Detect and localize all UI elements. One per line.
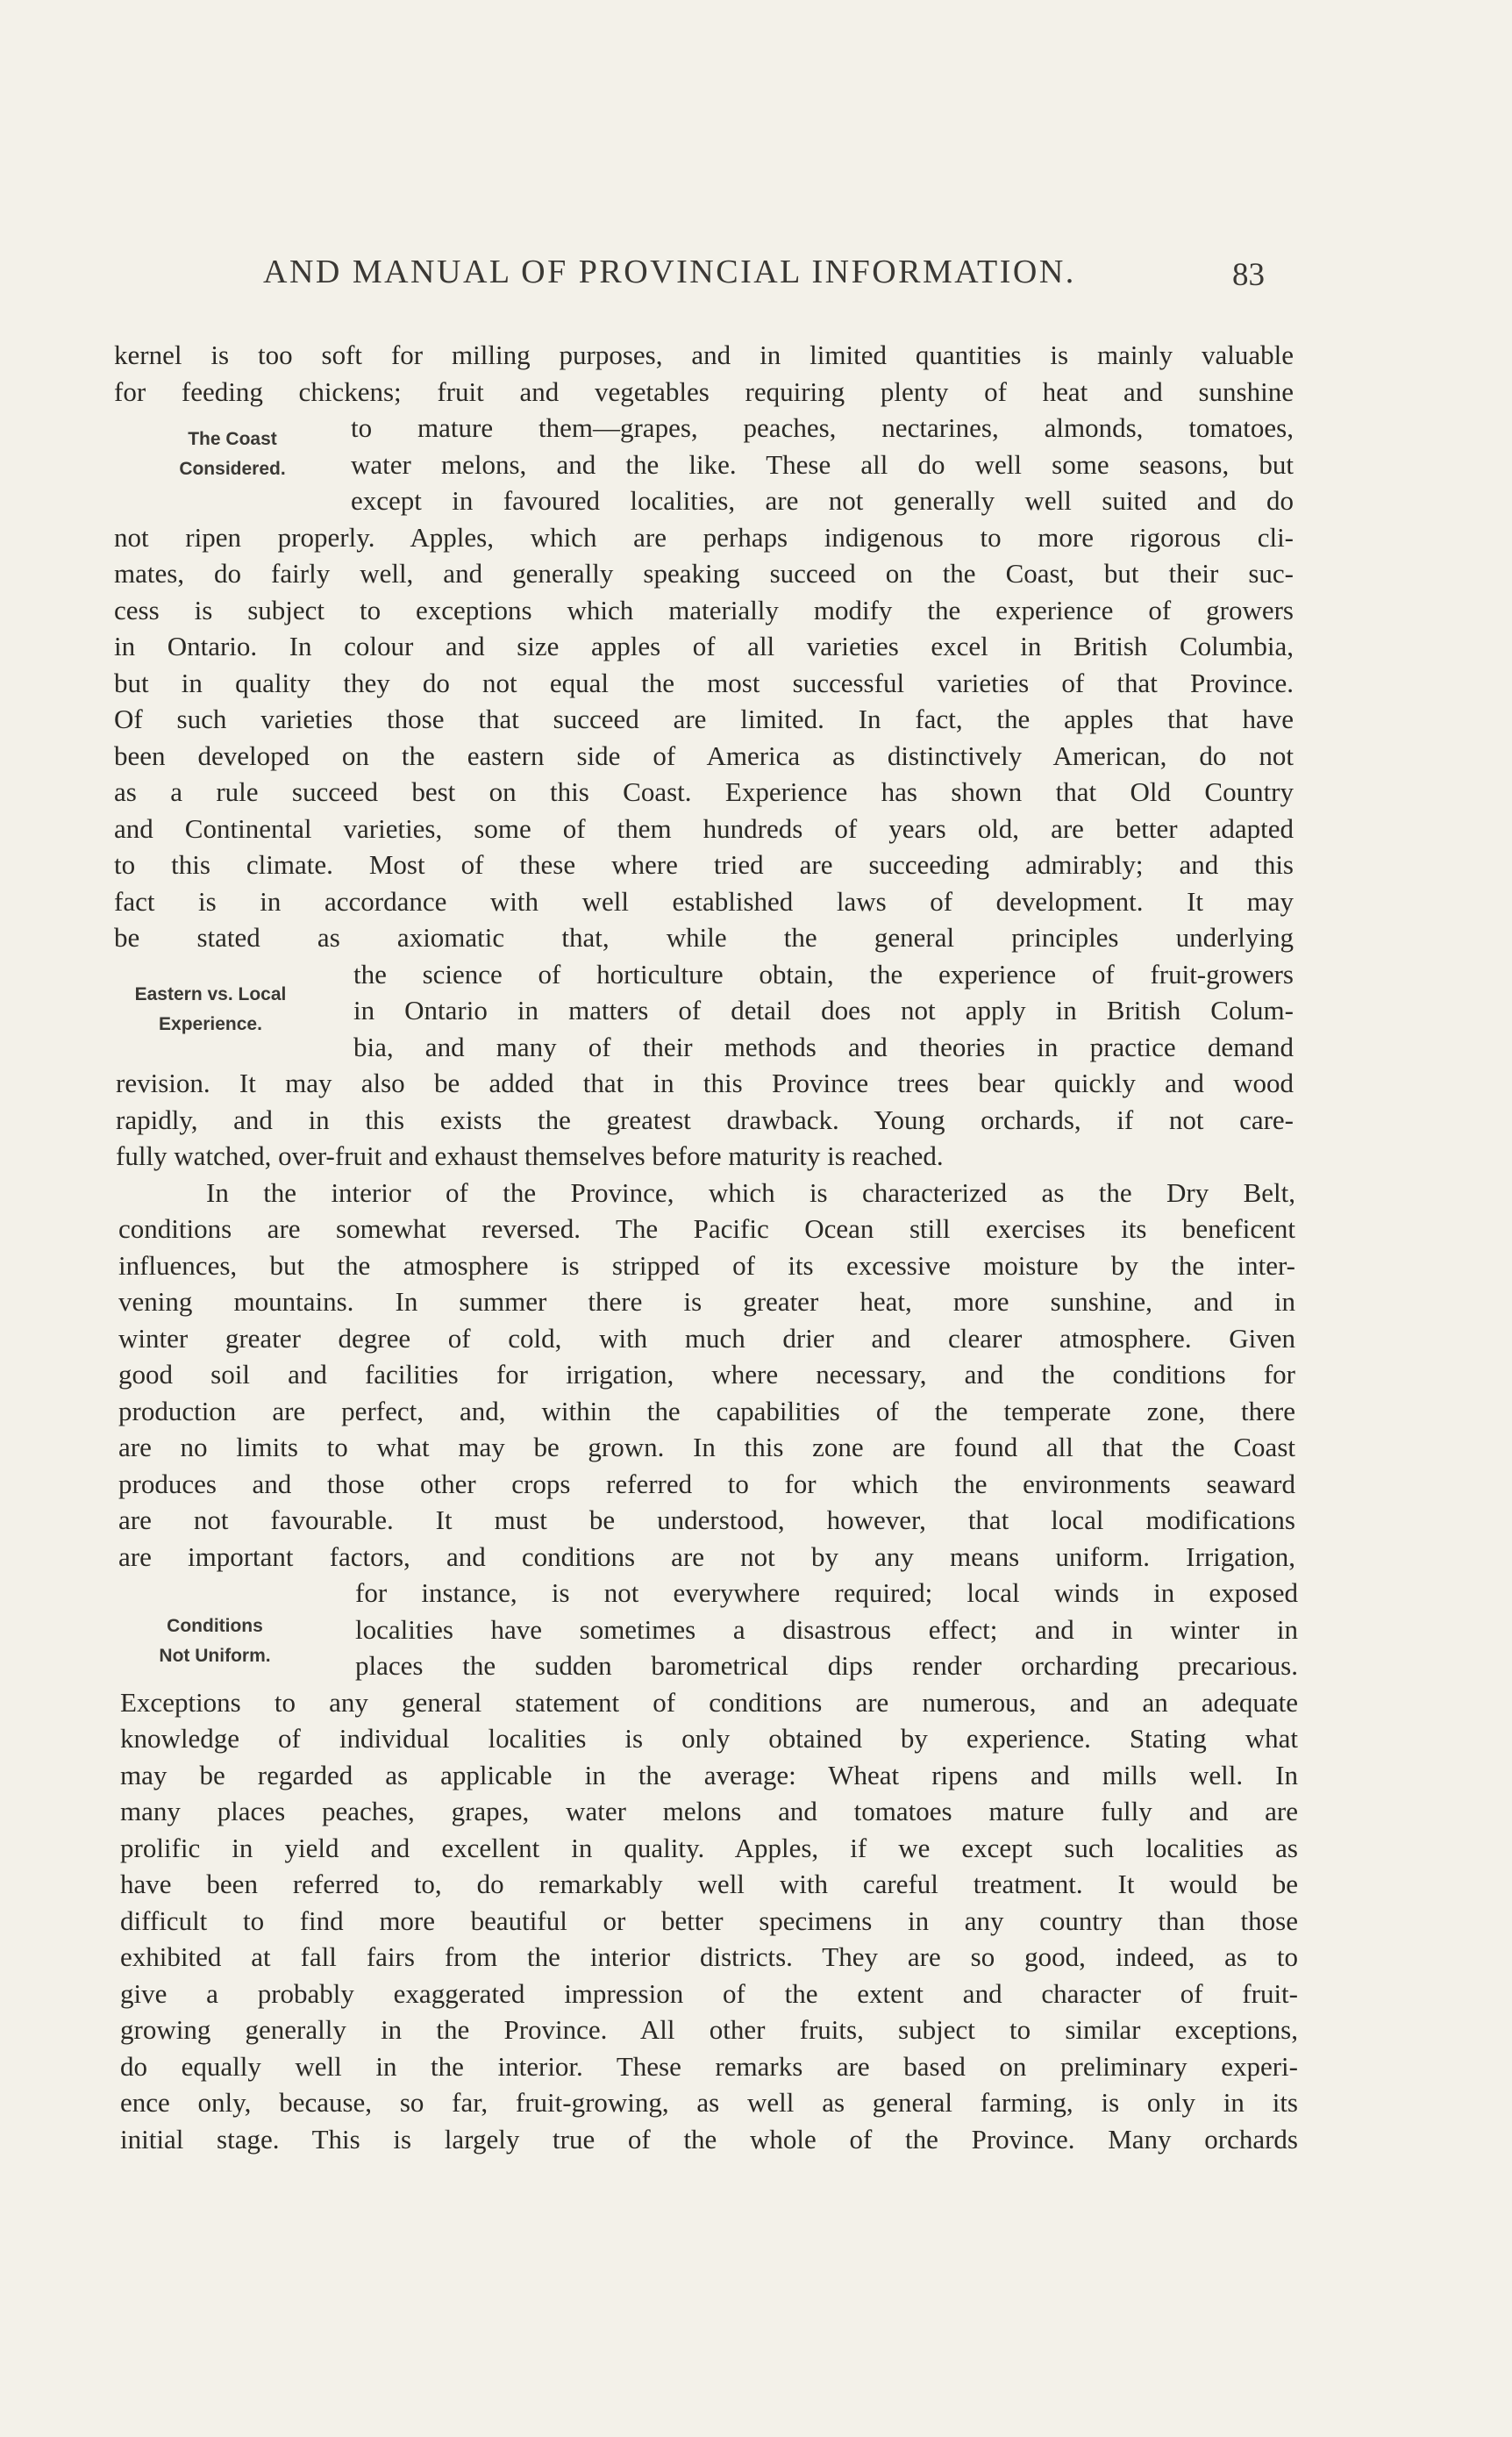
sidenote-the-coast-considered [123,425,342,484]
text-line: winter greater degree of cold, with much drier and clearer atmosphere. Given [118,1323,1295,1354]
text-line: not ripen properly. Apples, which are perhaps indigenous to more rigorous cli- [114,522,1294,553]
text-line: to mature them—grapes, peaches, nectarines, almonds, tomatoes, [351,412,1294,443]
text-line: do equally well in the interior. These remarks are based on preliminary experi- [120,2051,1298,2082]
text-line: knowledge of individual localities is only obtained by experience. Stating what [120,1723,1298,1754]
text-line: production are perfect, and, within the capabilities of the temperate zone, there [118,1396,1295,1426]
text-line: and Continental varieties, some of them hundreds of years old, are better adapted [114,813,1294,844]
text-line: initial stage. This is largely true of the whole of the Province. Many orchards [120,2124,1298,2155]
text-line: revision. It may also be added that in this Province trees bear quickly and wood [116,1068,1294,1098]
text-line: have been referred to, do remarkably well with careful treatment. It would be [120,1869,1298,1899]
text-line: except in favoured localities, are not generally well suited and do [351,485,1294,516]
sidenote-eastern-vs-local-experience [101,980,320,1040]
text-line: in Ontario in matters of detail does not apply in British Colum- [353,995,1294,1026]
text-line: Of such varieties those that succeed are limited. In fact, the apples that have [114,704,1294,734]
text-line: for instance, is not everywhere required; local winds in exposed [355,1577,1298,1608]
text-line: places the sudden barometrical dips render orcharding precarious. [355,1650,1298,1681]
text-line: may be regarded as applicable in the average: Wheat ripens and mills well. In [120,1760,1298,1790]
text-line: to this climate. Most of these where tried are succeeding admirably; and this [114,849,1294,880]
text-line: ence only, because, so far, fruit-growing, as well as general farming, is only in its [120,2087,1298,2118]
text-line: fully watched, over-fruit and exhaust themselves before maturity is reached. [116,1140,944,1171]
text-line: bia, and many of their methods and theories in practice demand [353,1032,1294,1062]
text-line: growing generally in the Province. All other fruits, subject to similar exceptions, [120,2014,1298,2045]
text-line: localities have sometimes a disastrous effect; and in winter in [355,1614,1298,1645]
text-line: influences, but the atmosphere is stripped of its excessive moisture by the inter- [118,1250,1295,1281]
text-line: are not favourable. It must be understood, however, that local modifications [118,1504,1295,1535]
text-line: for feeding chickens; fruit and vegetables requiring plenty of heat and sunshine [114,376,1294,407]
text-line: been developed on the eastern side of America as distinctively American, do not [114,740,1294,771]
sidenote-line: Not Uniform. [159,1646,271,1666]
sidenote-conditions-not-uniform [105,1612,325,1671]
text-line: vening mountains. In summer there is greater heat, more sunshine, and in [118,1286,1295,1317]
sidenote-line: The Coast [188,429,277,449]
text-line: exhibited at fall fairs from the interior districts. They are so good, indeed, as to [120,1941,1298,1972]
running-head: AND MANUAL OF PROVINCIAL INFORMATION. [263,254,1076,290]
text-line: kernel is too soft for milling purposes, and in limited quantities is mainly valuable [114,339,1294,370]
text-line: conditions are somewhat reversed. The Pacific Ocean still exercises its beneficent [118,1213,1295,1244]
text-line: fact is in accordance with well established laws of development. It may [114,886,1294,917]
text-line: mates, do fairly well, and generally speaking succeed on the Coast, but their suc- [114,558,1294,589]
page-number: 83 [1232,257,1265,293]
text-line: produces and those other crops referred to for which the environments seaward [118,1469,1295,1499]
text-line: rapidly, and in this exists the greatest drawback. Young orchards, if not care- [116,1104,1294,1135]
text-line: be stated as axiomatic that, while the general principles underlying [114,922,1294,953]
sidenote-line: Experience. [159,1014,262,1034]
text-line: difficult to find more beautiful or better specimens in any country than those [120,1905,1298,1936]
text-line: Exceptions to any general statement of conditions are numerous, and an adequate [120,1687,1298,1718]
text-line: give a probably exaggerated impression of the extent and character of fruit- [120,1978,1298,2009]
text-line: as a rule succeed best on this Coast. Experience has shown that Old Country [114,776,1294,807]
text-line: water melons, and the like. These all do well some seasons, but [351,449,1294,480]
text-line: are important factors, and conditions are not by any means uniform. Irrigation, [118,1541,1295,1572]
text-line: but in quality they do not equal the most successful varieties of that Province. [114,668,1294,698]
text-line: cess is subject to exceptions which materially modify the experience of growers [114,595,1294,625]
sidenote-line: Eastern vs. Local [134,984,287,1004]
text-line: prolific in yield and excellent in quality. Apples, if we except such localities as [120,1833,1298,1863]
text-line: in Ontario. In colour and size apples of all varieties excel in British Columbia, [114,631,1294,661]
text-line: are no limits to what may be grown. In this zone are found all that the Coast [118,1432,1295,1462]
text-line: the science of horticulture obtain, the experience of fruit-growers [353,959,1294,990]
text-line: many places peaches, grapes, water melons and tomatoes mature fully and are [120,1796,1298,1826]
sidenote-line: Conditions [167,1616,263,1636]
text-line: In the interior of the Province, which is characterized as the Dry Belt, [206,1177,1295,1208]
text-line: good soil and facilities for irrigation, where necessary, and the conditions for [118,1359,1295,1390]
sidenote-line: Considered. [179,459,286,479]
